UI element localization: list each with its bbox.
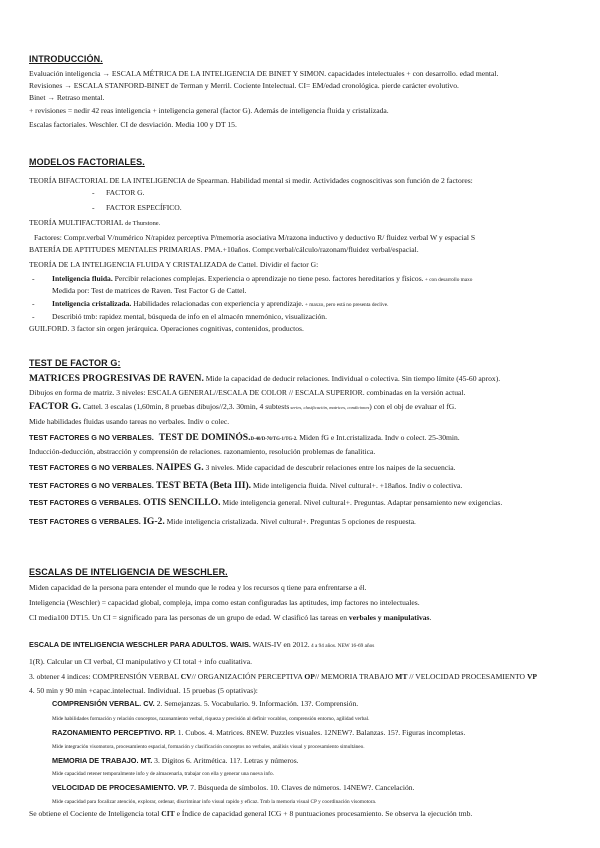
modelos-factores: Factores: Compr.verbal V/numérico N/rapidez perceptiva P/memoria asociativa M/razona inductivo y deductivo R/ fluidez verbal W y espacial S (34, 233, 476, 242)
escalas-ci-text: CI media100 DT15. Un CI = significado para las personas de un grupo de edad. W clasificó las tareas en (29, 613, 349, 622)
bullet-dash: - (32, 312, 35, 321)
modelos-cattel: TEORÍA DE LA INTELIGENCIA FLUIDA Y CRISTALIZADA de Cattel. Dividir el factor G: (29, 260, 319, 269)
wais-idx-text-3: // MEMORIA TRABAJO (314, 672, 396, 681)
test-ig2 (29, 516, 578, 528)
heading-modelos-factoriales: MODELOS FACTORIALES. (29, 157, 145, 167)
factor-g-obj: ) con el obj de evaluar el fG. (369, 402, 457, 411)
wais-mt-desc: Mide capacidad retener temporalmente info y de almacenarla, trabajar con ella y generar una nueva info. (52, 771, 274, 777)
test-factor-g-cattel (29, 401, 578, 414)
raven-title: MATRICES PROGRESIVAS DE RAVEN. (29, 373, 204, 384)
vp-title: VELOCIDAD DE PROCESAMIENTO. VP. (52, 783, 189, 792)
modelos-fluida-medida: Medida por: Test de matrices de Raven. Test Factor G de Cattel. (52, 286, 247, 295)
wais-line-1: 1(R). Calcular un CI verbal, CI manipulativo y CI total + info cualitativa. (29, 657, 252, 666)
otis-desc: Mide inteligencia general. Nivel cultural+. Preguntas. Adaptar pensamiento new exigencias. (220, 498, 503, 507)
escalas-line-2: Inteligencia (Weschler) = capacidad global, compleja, impa como estan configuradas las aptitudes, imp factores no intelectuales. (29, 598, 420, 607)
wais-vp-desc: Mide capacidad para focalizar atención, explorar, ordenar, discriminar info visual rapido y eficaz. Tmb la memoria visual CP y coordinación visomotora. (52, 799, 377, 805)
wais-title: ESCALA DE INTELIGENCIA WESCHLER PARA ADULTOS. WAIS. (29, 640, 251, 649)
wais-ages: 4 a 94 años. NEW 16-69 años (309, 643, 375, 649)
intro-line-3: Binet → Retraso mental. (29, 93, 105, 102)
wais-idx-op: OP (304, 672, 315, 681)
bullet-dash: - (32, 274, 35, 283)
beta-desc: Mide inteligencia fluida. Nivel cultural+. +18años. Indiv o colectiva. (251, 481, 463, 490)
fluida-desc: Percibir relaciones complejas. Experiencia o aprendizaje no tiene peso. factores hereditarios y físicos. (112, 274, 424, 283)
intro-line-1: Evaluación inteligencia → ESCALA MÉTRICA DE LA INTELIGENCIA DE BINET Y SIMON. capacidades intelectuales + con desarrollo. edad mental. (29, 69, 499, 78)
multifactorial-title: TEORÍA MULTIFACTORIAL (29, 218, 124, 227)
mt-title: MEMORIA DE TRABAJO. MT. (52, 756, 153, 765)
test-habilidades-fluidas: Mide habilidades fluidas usando tareas no verbales. Indiv o colec. (29, 417, 230, 426)
dominos-versions: D-40/D-70/TG-1/TG-2. (250, 437, 298, 442)
heading-escalas-weschler: ESCALAS DE INTELIGENCIA DE WESCHLER. (29, 567, 228, 577)
otis-title: OTIS SENCILLO. (140, 497, 221, 508)
modelos-bifactorial: TEORÍA BIFACTORIAL DE LA INTELIGENCIA de Spearman. Habilidad mental si medir. Actividades cognoscitivas son función de 2 factores: (29, 176, 473, 185)
test-otis (29, 497, 578, 509)
modelos-factor-g: FACTOR G. (106, 188, 145, 197)
wais-idx-text-1: 3. obtener 4 indices: COMPRENSIÓN VERBAL (29, 672, 181, 681)
wais-idx-vp: VP (526, 672, 538, 681)
cristalizada-desc: Habilidades relacionadas con experiencia y aprendizaje. (131, 299, 304, 308)
test-naipes (29, 462, 578, 474)
test-induccion: Inducción-deducción, abstracción y comprensión de relaciones. razonamiento, resolución problemas de fanalitica. (29, 447, 376, 456)
cristalizada-term: Inteligencia cristalizada. (52, 299, 132, 308)
final-cit: CIT (161, 809, 175, 818)
test-raven-dibujos: Dibujos en forma de matriz. 3 niveles: ESCALA GENERAL//ESCALA DE COLOR // ESCALA SUPERIOR. combinadas en la versión actual. (29, 388, 466, 397)
heading-introduccion: INTRODUCCIÓN. (29, 54, 103, 64)
escalas-line-3 (29, 613, 578, 623)
wais-final-line (29, 809, 578, 819)
modelos-guilford: GUILFORD. 3 factor sin orgen jerárquica. Operaciones cognitivas, contenidos, productos. (29, 324, 304, 333)
multifactorial-author: de Thurstone. (123, 220, 161, 227)
rp-items: 1. Cubos. 4. Matrices. 8NEW. Puzzles visuales. 12NEW?. Balanzas. 15?. Figuras incompletas. (175, 728, 466, 737)
final-text-2: e Índice de capacidad general ICG + 8 puntuaciones procesamiento. Se observa la ejecución tmb. (174, 809, 473, 818)
wais-idx-mt: MT (395, 672, 408, 681)
wais-vp (52, 783, 578, 793)
dominos-desc: Miden fG e Int.cristalizada. Indv o colect. 25-30min. (297, 433, 460, 442)
test-beta (29, 480, 578, 492)
final-text-1: Se obtiene el Cociente de Inteligencia total (29, 809, 162, 818)
rp-title: RAZONAMIENTO PERCEPTIVO. RP. (52, 728, 176, 737)
wais-line-indices (29, 672, 578, 682)
naipes-title: NAIPES G. (153, 462, 204, 473)
naipes-desc: 3 niveles. Mide capacidad de descubrir relaciones entre los naipes de la secuencia. (203, 463, 456, 472)
otis-category: TEST FACTORES G VERBALES. (29, 498, 141, 507)
intro-line-5: Escalas factoriales. Weschler. CI de desviación. Media 100 y DT 15. (29, 120, 237, 129)
cv-title: COMPRENSIÓN VERBAL. CV. (52, 699, 155, 708)
modelos-describio: Describió tmb: rapidez mental, búsqueda de info en el almacén mnemónico, visualización. (52, 312, 327, 321)
wais-iv: WAIS-IV en 2012. (250, 640, 310, 649)
bullet-dash: - (92, 203, 95, 212)
factor-g-desc: Cattel. 3 escalas (1,60min, 8 pruebas dibujos//2,3. 30min, 4 subtests (80, 402, 290, 411)
wais-title-line (29, 640, 578, 651)
modelos-factor-especifico: FACTOR ESPECÍFICO. (106, 203, 182, 212)
factor-g-title: FACTOR G. (29, 401, 81, 412)
fluida-note: + con desarrollo maxo (423, 277, 473, 283)
naipes-category: TEST FACTORES G NO VERBALES. (29, 463, 154, 472)
wais-idx-text-4: // VELOCIDAD PROCESAMIENTO (407, 672, 527, 681)
wais-cv (52, 699, 578, 709)
modelos-cristalizada (52, 299, 578, 310)
fluida-term: Inteligencia fluida. (52, 274, 113, 283)
test-dominos (29, 432, 578, 446)
vp-items: 7. Búsqueda de símbolos. 10. Claves de números. 14NEW?. Cancelación. (188, 783, 415, 792)
intro-line-2: Revisiones → ESCALA STANFORD-BINET de Terman y Merril. Cociente Intelectual. CI= EM/edad cronológica. pierde carácter evolutivo. (29, 81, 459, 90)
wais-mt (52, 756, 578, 766)
heading-test-factor-g: TEST DE FACTOR G: (29, 358, 121, 368)
wais-rp-desc: Mide integración visomotora, procesamiento espacial, formación y clasificación conceptos no verbales, análisis visual y procesamiento simultáneo. (52, 744, 365, 750)
wais-idx-text-2: // ORGANIZACIÓN PERCEPTIVA (191, 672, 305, 681)
bullet-dash: - (92, 188, 95, 197)
escalas-period: . (429, 613, 432, 622)
wais-cv-desc: Mide habilidades formación y relación conceptos, razonamiento verbal, riqueza y precisión al definir vocablos, comprensión entorno, agilidad verbal. (52, 716, 370, 722)
dominos-title: TEST DE DOMINÓS. (158, 432, 251, 443)
ig2-title: IG-2. (140, 516, 165, 527)
modelos-multifactorial (29, 218, 578, 229)
modelos-pma: BATERÍA DE APTITUDES MENTALES PRIMARIAS. PMA.+10años. Compr.verbal/cálculo/razonam/fluidez verbal/espacial. (29, 245, 419, 254)
wais-line-duracion: 4. 50 min y 90 min +capac.intelectual. Individual. 15 pruebas (5 optativas): (29, 686, 258, 695)
mt-items: 3. Dígitos 6. Aritmética. 11?. Letras y números. (152, 756, 299, 765)
cristalizada-note: + maxzo, pero está no presenta declive. (303, 302, 389, 308)
wais-rp (52, 728, 578, 738)
raven-desc: Mide la capacidad de deducir relaciones. Individual o colectiva. Sin tiempo límite (45-60 aprox). (203, 374, 501, 383)
test-raven (29, 373, 578, 385)
wais-idx-cv: CV (180, 672, 192, 681)
modelos-fluida (52, 274, 578, 285)
beta-category: TEST FACTORES G NO VERBALES. (29, 481, 154, 490)
beta-title: TEST BETA (Beta III). (153, 480, 252, 491)
factor-g-subtests: series, clasificación, matrices, condiciones (289, 405, 370, 410)
ig2-category: TEST FACTORES G VERBALES. (29, 517, 141, 526)
intro-line-4: + revisiones = nedir 42 reas inteligencia + inteligencia general (factor G). Además de inteligencia fluida y cristalizada. (29, 106, 389, 115)
bullet-dash: - (32, 299, 35, 308)
ig2-desc: Mide inteligencia cristalizada. Nivel cultural+. Preguntas 5 opciones de respuesta. (164, 517, 416, 526)
escalas-line-1: Miden capacidad de la persona para entender el mundo que le rodea y los recursos q tiene para enfrentarse a él. (29, 583, 367, 592)
dominos-category: TEST FACTORES G NO VERBALES. (29, 433, 154, 442)
escalas-verbales-manipulativas: verbales y manipulativas (348, 613, 430, 622)
cv-items: 2. Semejanzas. 5. Vocabulario. 9. Información. 13?. Comprensión. (154, 699, 359, 708)
